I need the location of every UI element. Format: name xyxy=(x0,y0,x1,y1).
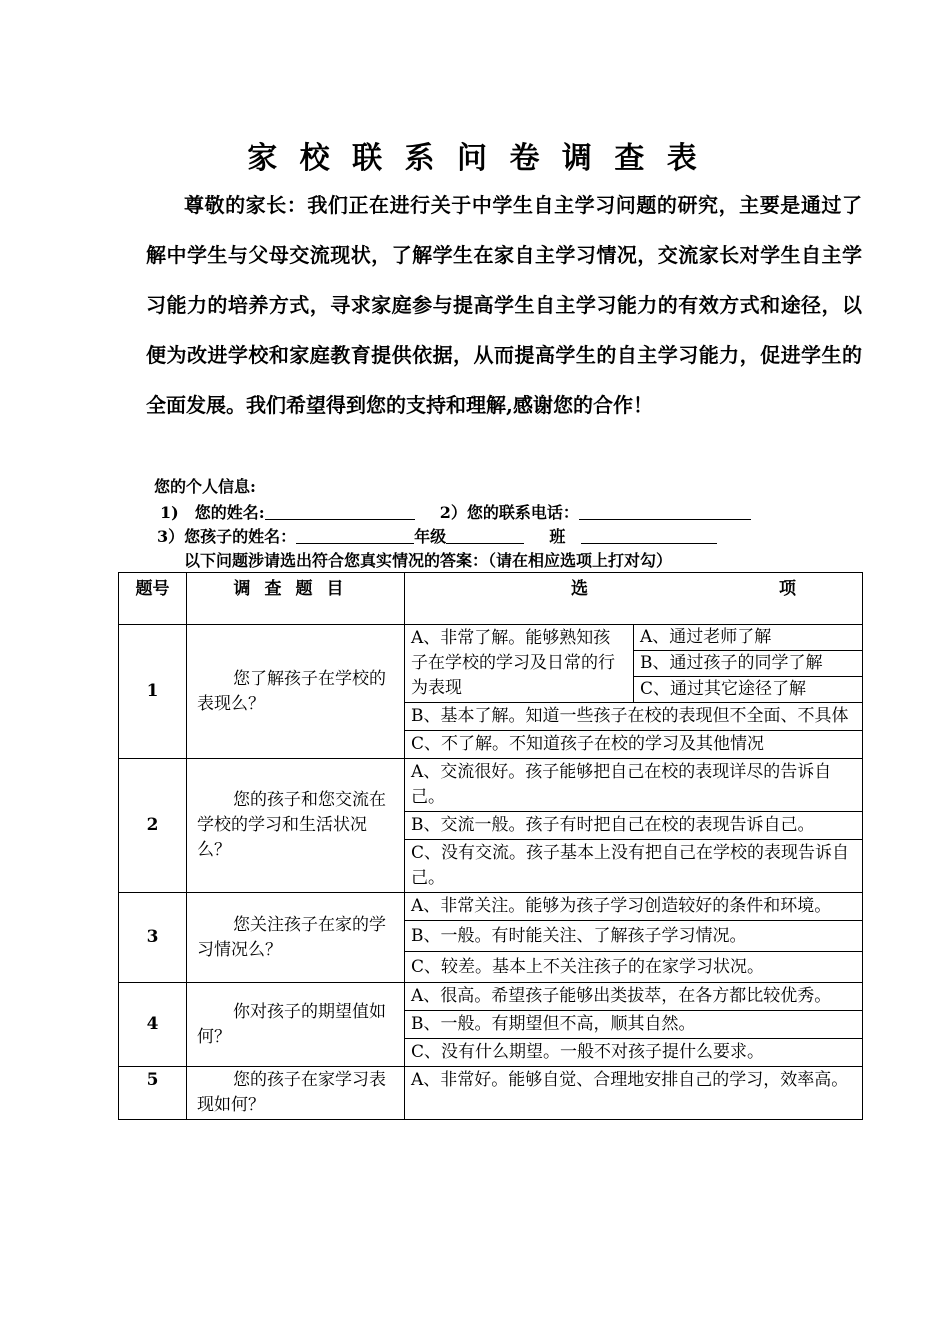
question-text: 您了解孩子在学校的表现么？ xyxy=(187,625,405,759)
name-label: 1) 您的姓名: xyxy=(160,503,265,522)
option-b[interactable]: B、基本了解。知道一些孩子在校的表现但不全面、不具体 xyxy=(405,703,863,731)
phone-field[interactable] xyxy=(579,503,751,520)
header-num: 题号 xyxy=(119,573,187,625)
table-row xyxy=(119,625,863,651)
intro-text: 尊敬的家长：我们正在进行关于中学生自主学习问题的研究，主要是通过了解中学生与父母交流现状，了解学生在家自主学习情况，交流家长对学生自主学习能力的培养方式，寻求家庭参与提高学生自主学习能力的有效方式和途径，以便为改进学校和家庭教育提供依据，从而提高学生的自主学习能力，促进学生的全面发展。我们希望得到您的支持和理解,感谢您的合作！ xyxy=(146,193,862,417)
child-name-field[interactable] xyxy=(296,527,414,544)
option-a[interactable]: A、非常好。能够自觉、合理地安排自己的学习，效率高。 xyxy=(405,1067,863,1120)
question-number: 1 xyxy=(119,625,187,759)
survey-table xyxy=(118,572,863,1120)
question-text: 您的孩子和您交流在学校的学习和生活状况么？ xyxy=(187,759,405,893)
option-a[interactable]: A、交流很好。孩子能够把自己在校的表现详尽的告诉自己。 xyxy=(405,759,863,812)
option-a[interactable]: A、非常关注。能够为孩子学习创造较好的条件和环境。 xyxy=(405,893,863,921)
grade-field[interactable] xyxy=(446,527,524,544)
header-options-left: 选 xyxy=(571,579,588,599)
phone-label: 2）您的联系电话： xyxy=(439,503,579,522)
header-options-right: 项 xyxy=(779,579,796,599)
page-title: 家 校 联 系 问 卷 调 查 表 xyxy=(247,141,703,176)
option-c[interactable]: C、没有什么期望。一般不对孩子提什么要求。 xyxy=(405,1039,863,1067)
child-line xyxy=(157,526,717,548)
class-field[interactable] xyxy=(581,527,717,544)
table-row xyxy=(119,983,863,1011)
personal-info-heading: 您的个人信息: xyxy=(154,477,256,496)
name-field[interactable] xyxy=(265,503,415,520)
option-b[interactable]: B、一般。有期望但不高，顺其自然。 xyxy=(405,1011,863,1039)
sub-option-a[interactable]: A、通过老师了解 xyxy=(634,625,863,651)
option-c[interactable]: C、不了解。不知道孩子在校的学习及其他情况 xyxy=(405,731,863,759)
question-number: 3 xyxy=(119,893,187,983)
sub-option-c[interactable]: C、通过其它途径了解 xyxy=(634,677,863,703)
grade-label: 年级 xyxy=(414,527,447,546)
question-text: 您关注孩子在家的学习情况么？ xyxy=(187,893,405,983)
child-name-label: 3）您孩子的姓名： xyxy=(157,527,297,546)
option-b[interactable]: B、交流一般。孩子有时把自己在校的表现告诉自己。 xyxy=(405,812,863,840)
table-header-row xyxy=(119,573,863,625)
option-c[interactable]: C、较差。基本上不关注孩子的在家学习状况。 xyxy=(405,952,863,983)
instruction-text: 以下问题涉请选出符合您真实情况的答案：（请在相应选项上打对勾） xyxy=(184,551,673,570)
question-number: 4 xyxy=(119,983,187,1067)
sub-option-b[interactable]: B、通过孩子的同学了解 xyxy=(634,651,863,677)
option-a[interactable]: A、非常了解。能够熟知孩子在学校的学习及日常的行为表现 xyxy=(405,625,634,703)
option-c[interactable]: C、没有交流。孩子基本上没有把自己在学校的表现告诉自己。 xyxy=(405,840,863,893)
intro-paragraph xyxy=(146,180,862,430)
class-label: 班 xyxy=(549,527,566,546)
name-phone-line xyxy=(160,502,751,524)
question-text: 您的孩子在家学习表现如何？ xyxy=(187,1067,405,1120)
option-a[interactable]: A、很高。希望孩子能够出类拔萃，在各方都比较优秀。 xyxy=(405,983,863,1011)
table-row xyxy=(119,1067,863,1120)
question-text: 你对孩子的期望值如何？ xyxy=(187,983,405,1067)
header-options xyxy=(405,573,863,625)
question-number: 2 xyxy=(119,759,187,893)
option-b[interactable]: B、一般。有时能关注、了解孩子学习情况。 xyxy=(405,921,863,952)
table-row xyxy=(119,759,863,812)
question-number: 5 xyxy=(119,1067,187,1120)
table-row xyxy=(119,893,863,921)
header-question: 调查题目 xyxy=(187,573,405,625)
